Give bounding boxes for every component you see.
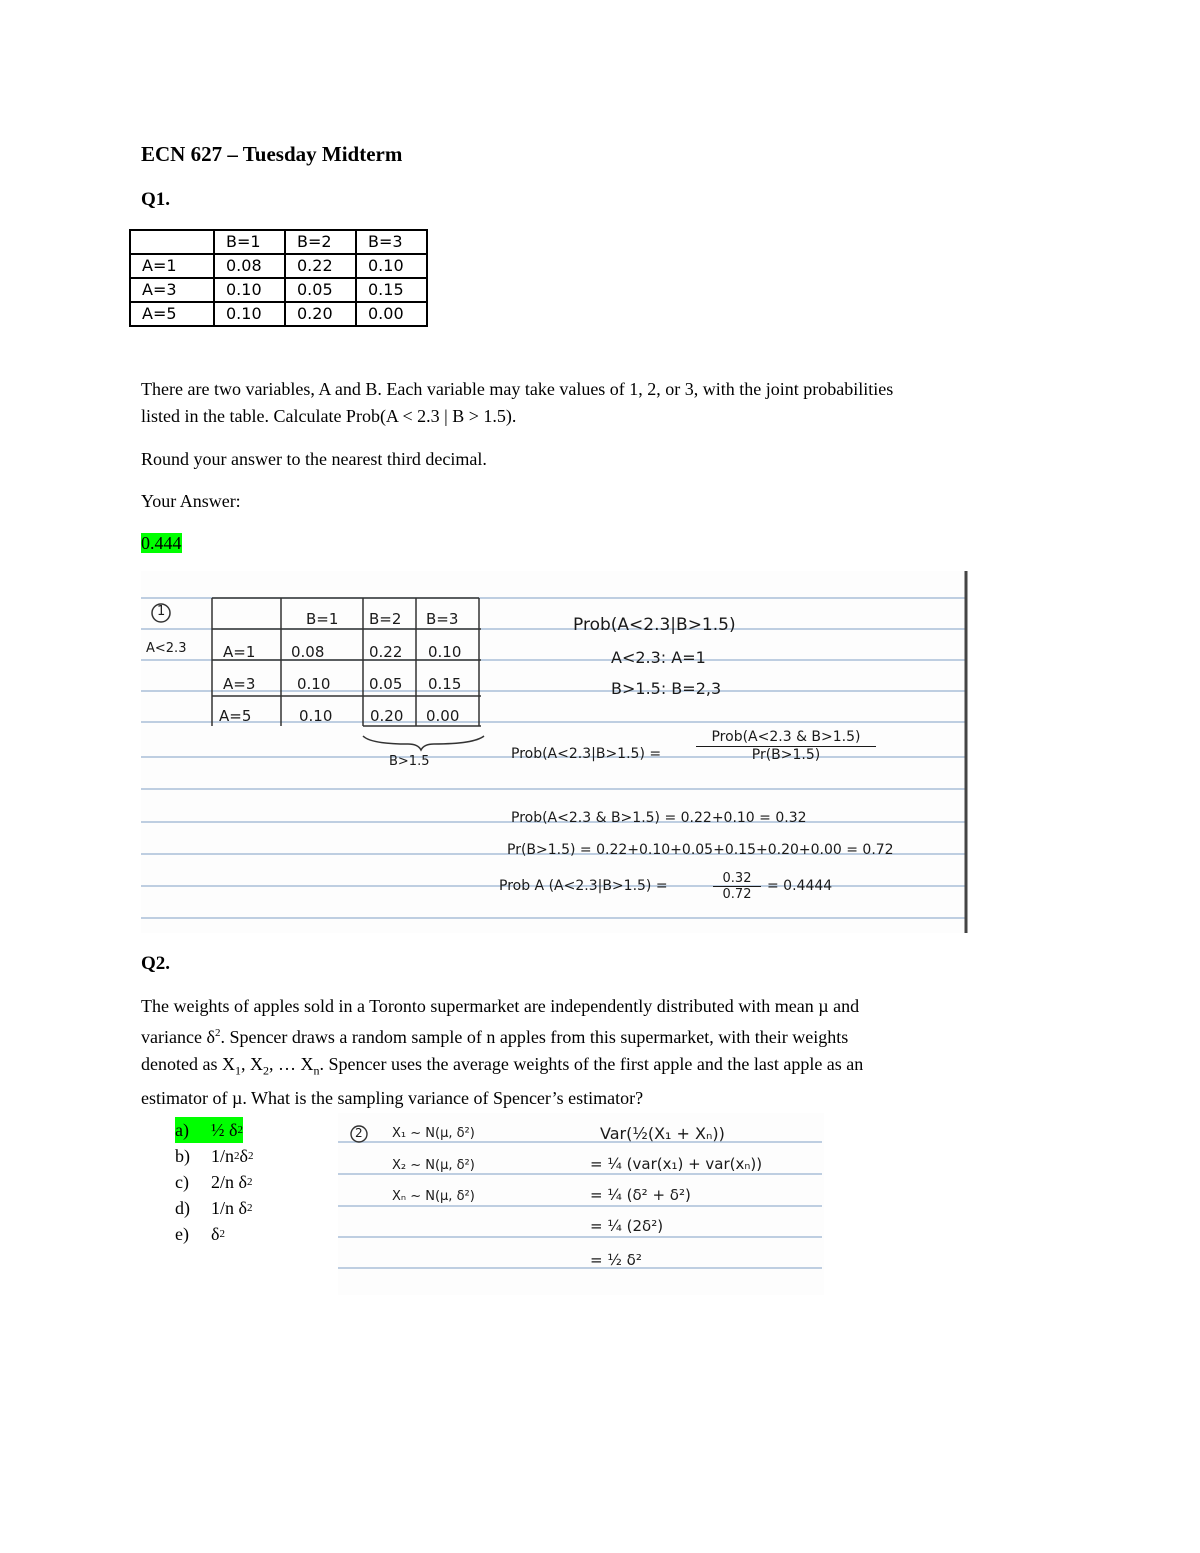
subscript: 1 <box>234 1063 241 1078</box>
work-table-cell: 0.08 <box>291 643 325 661</box>
work-table-cell: B=1 <box>306 610 339 628</box>
work-fraction-lhs: Prob(A<2.3|B>1.5) = <box>511 746 662 762</box>
q2-text: , X <box>240 1054 263 1074</box>
option-text: ½ δ <box>211 1120 238 1140</box>
q2-options-list <box>175 1117 254 1247</box>
work-line: B>1.5: B=2,3 <box>611 679 722 698</box>
table-cell: A=3 <box>130 278 214 302</box>
work-fraction <box>696 729 876 763</box>
work-table-cell: 0.00 <box>426 707 460 725</box>
work-line: Prob(A<2.3|B>1.5) <box>573 615 736 635</box>
q1-handwritten-work <box>141 571 969 933</box>
table-cell: B=2 <box>285 230 356 254</box>
superscript: 2 <box>237 1124 243 1136</box>
table-row <box>130 254 427 278</box>
table-cell <box>130 230 214 254</box>
work-line: Pr(B>1.5) = 0.22+0.10+0.05+0.15+0.20+0.00 = 0.72 <box>507 842 894 858</box>
q2-text: , … X <box>268 1054 314 1074</box>
table-cell: 0.00 <box>356 302 427 326</box>
work-circle-number: 2 <box>355 1126 363 1140</box>
q2-question-line: The weights of apples sold in a Toronto supermarket are independently distributed with mean µ and <box>141 996 860 1016</box>
option-letter: e) <box>175 1224 189 1244</box>
work-table-cell: 0.22 <box>369 643 403 661</box>
work-line: = ¼ (var(x₁) + var(xₙ)) <box>590 1155 763 1173</box>
work-line: = ¼ (δ² + δ²) <box>590 1186 691 1204</box>
work-line: Prob A (A<2.3|B>1.5) = <box>499 878 668 894</box>
q2-question-line: estimator of µ. What is the sampling variance of Spencer’s estimator? <box>141 1087 644 1108</box>
table-header-row <box>130 230 427 254</box>
option-letter: d) <box>175 1198 190 1218</box>
superscript: 2 <box>246 1176 253 1188</box>
superscript: 2 <box>219 1228 225 1240</box>
work-table-cell: 0.20 <box>370 707 404 725</box>
q2-question-line <box>141 1051 863 1085</box>
table-cell: A=5 <box>130 302 214 326</box>
work-table-cell: A=3 <box>223 675 256 693</box>
work-line: Prob(A<2.3 & B>1.5) = 0.22+0.10 = 0.32 <box>511 810 807 826</box>
joint-probability-table <box>129 229 428 327</box>
work-line: X₁ ~ N(µ, δ²) <box>392 1126 475 1141</box>
work-line: Xₙ ~ N(µ, δ²) <box>392 1189 475 1204</box>
option-text: 2/n δ <box>211 1172 247 1192</box>
work-line: X₂ ~ N(µ, δ²) <box>392 1158 475 1173</box>
work-table-cell: B=3 <box>426 610 459 628</box>
work-line: = 0.4444 <box>767 878 833 894</box>
superscript: 2 <box>214 1027 221 1039</box>
q2-text: . Spencer uses the average weights of the first apple and the last apple as an <box>319 1054 864 1074</box>
superscript: 2 <box>234 1150 240 1162</box>
work-a-note: A<2.3 <box>146 641 187 656</box>
option-text: 1/n <box>211 1146 235 1166</box>
page-title: ECN 627 – Tuesday Midterm <box>141 142 403 166</box>
q1-question-line: listed in the table. Calculate Prob(A < 2.3 | B > 1.5). <box>141 406 517 426</box>
table-cell: A=1 <box>130 254 214 278</box>
table-cell: B=1 <box>214 230 285 254</box>
table-row <box>130 278 427 302</box>
q2-question-line <box>141 1020 863 1051</box>
subscript: n <box>313 1063 320 1078</box>
q1-round-instruction: Round your answer to the nearest third decimal. <box>141 449 487 469</box>
work-table-cell: 0.10 <box>428 643 462 661</box>
table-cell: 0.10 <box>214 278 285 302</box>
work-table-cell: 0.10 <box>297 675 331 693</box>
q1-label: Q1. <box>141 189 171 210</box>
work-table-cell: B=2 <box>369 610 402 628</box>
work-line: = ½ δ² <box>590 1251 642 1269</box>
option-text: δ <box>211 1224 220 1244</box>
table-cell: 0.05 <box>285 278 356 302</box>
table-cell: 0.20 <box>285 302 356 326</box>
work-line: = ¼ (2δ²) <box>590 1217 664 1235</box>
q1-answer-label: Your Answer: <box>141 491 241 511</box>
work-fraction-denominator: Pr(B>1.5) <box>751 747 821 763</box>
q2-handwritten-work <box>338 1113 824 1295</box>
q1-answer-highlight: 0.444 <box>141 533 182 553</box>
table-cell: 0.10 <box>356 254 427 278</box>
q2-text: . Spencer draws a random sample of n apples from this supermarket, with their weights <box>220 1027 849 1047</box>
work-line: A<2.3: A=1 <box>611 648 706 667</box>
option-b <box>175 1143 254 1169</box>
option-a <box>175 1117 254 1143</box>
table-cell: 0.10 <box>214 302 285 326</box>
work-result-denominator: 0.72 <box>722 887 752 902</box>
option-text: 1/n δ <box>211 1198 247 1218</box>
table-cell: 0.15 <box>356 278 427 302</box>
option-letter: c) <box>175 1172 189 1192</box>
q2-text: denoted as X <box>141 1054 235 1074</box>
work-line: Var(½(X₁ + Xₙ)) <box>600 1124 725 1143</box>
work-fraction-numerator: Prob(A<2.3 & B>1.5) <box>696 729 876 747</box>
q2-text: variance δ <box>141 1027 215 1047</box>
subscript: 2 <box>262 1063 269 1078</box>
option-e <box>175 1221 254 1247</box>
table-cell: 0.08 <box>214 254 285 278</box>
answer-highlight <box>175 1117 243 1143</box>
q2-label: Q2. <box>141 953 171 974</box>
work-table-cell: A=5 <box>219 707 252 725</box>
work-result-numerator: 0.32 <box>713 871 761 887</box>
table-cell: B=3 <box>356 230 427 254</box>
work-table-cell: 0.10 <box>299 707 333 725</box>
work-result-fraction <box>713 871 761 902</box>
work-table-cell: 0.05 <box>369 675 403 693</box>
work-b-note: B>1.5 <box>389 754 430 769</box>
option-text: δ <box>239 1146 248 1166</box>
option-letter: b) <box>175 1146 190 1166</box>
superscript: 2 <box>248 1150 254 1162</box>
option-letter: a) <box>175 1120 189 1140</box>
work-table-cell: 0.15 <box>428 675 462 693</box>
q1-question <box>141 376 893 430</box>
option-d <box>175 1195 254 1221</box>
work-table-cell: A=1 <box>223 643 256 661</box>
table-cell: 0.22 <box>285 254 356 278</box>
q2-question <box>141 993 863 1112</box>
option-c <box>175 1169 254 1195</box>
superscript: 2 <box>246 1202 253 1214</box>
q1-question-line: There are two variables, A and B. Each variable may take values of 1, 2, or 3, with the joint probabilities <box>141 379 894 399</box>
work-circle-number: 1 <box>157 604 166 619</box>
table-row <box>130 302 427 326</box>
